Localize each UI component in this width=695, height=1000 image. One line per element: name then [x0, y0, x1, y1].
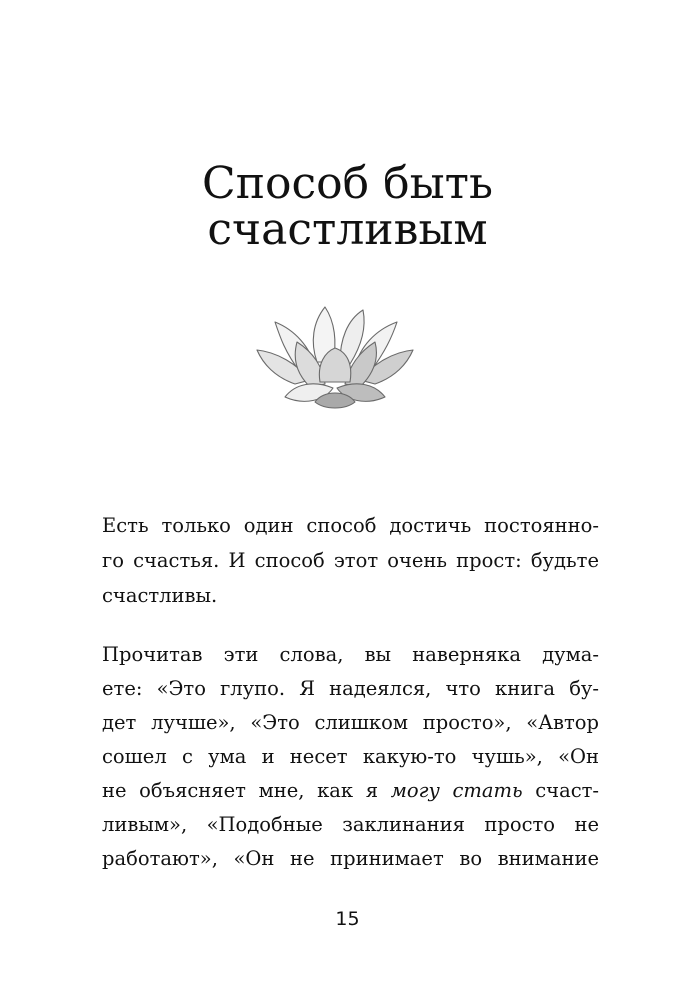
paragraph-2-line	[102, 778, 599, 804]
paragraph-2-line: ете: «Это глупо. Я надеялся, что книга бу-	[102, 677, 599, 700]
paragraph-2-line: Прочитав эти слова, вы наверняка дума-	[102, 643, 599, 666]
line-text: счаст-	[522, 779, 599, 802]
page-number: 15	[335, 908, 360, 930]
paragraph-2-line: дет лучше», «Это слишком просто», «Автор	[102, 711, 599, 734]
chapter-title-line-1: Способ быть	[202, 158, 493, 209]
line-text: не объясняет мне, как я	[102, 779, 391, 802]
paragraph-2-line: ливым», «Подобные заклинания просто не	[102, 813, 599, 836]
paragraph-1-line: го счастья. И способ этот очень прост: будьте	[102, 549, 599, 572]
paragraph-2-line: сошел с ума и несет какую-то чушь», «Он	[102, 745, 599, 768]
paragraph-1-line: Есть только один способ достичь постоянно-	[102, 514, 599, 537]
lotus-flower-icon	[255, 302, 415, 412]
paragraph-2-line: работают», «Он не принимает во внимание	[102, 847, 599, 870]
emphasis-text: могу стать	[390, 779, 523, 802]
paragraph-1-line: счастливы.	[102, 584, 218, 607]
chapter-title-line-2: счастливым	[207, 204, 488, 255]
